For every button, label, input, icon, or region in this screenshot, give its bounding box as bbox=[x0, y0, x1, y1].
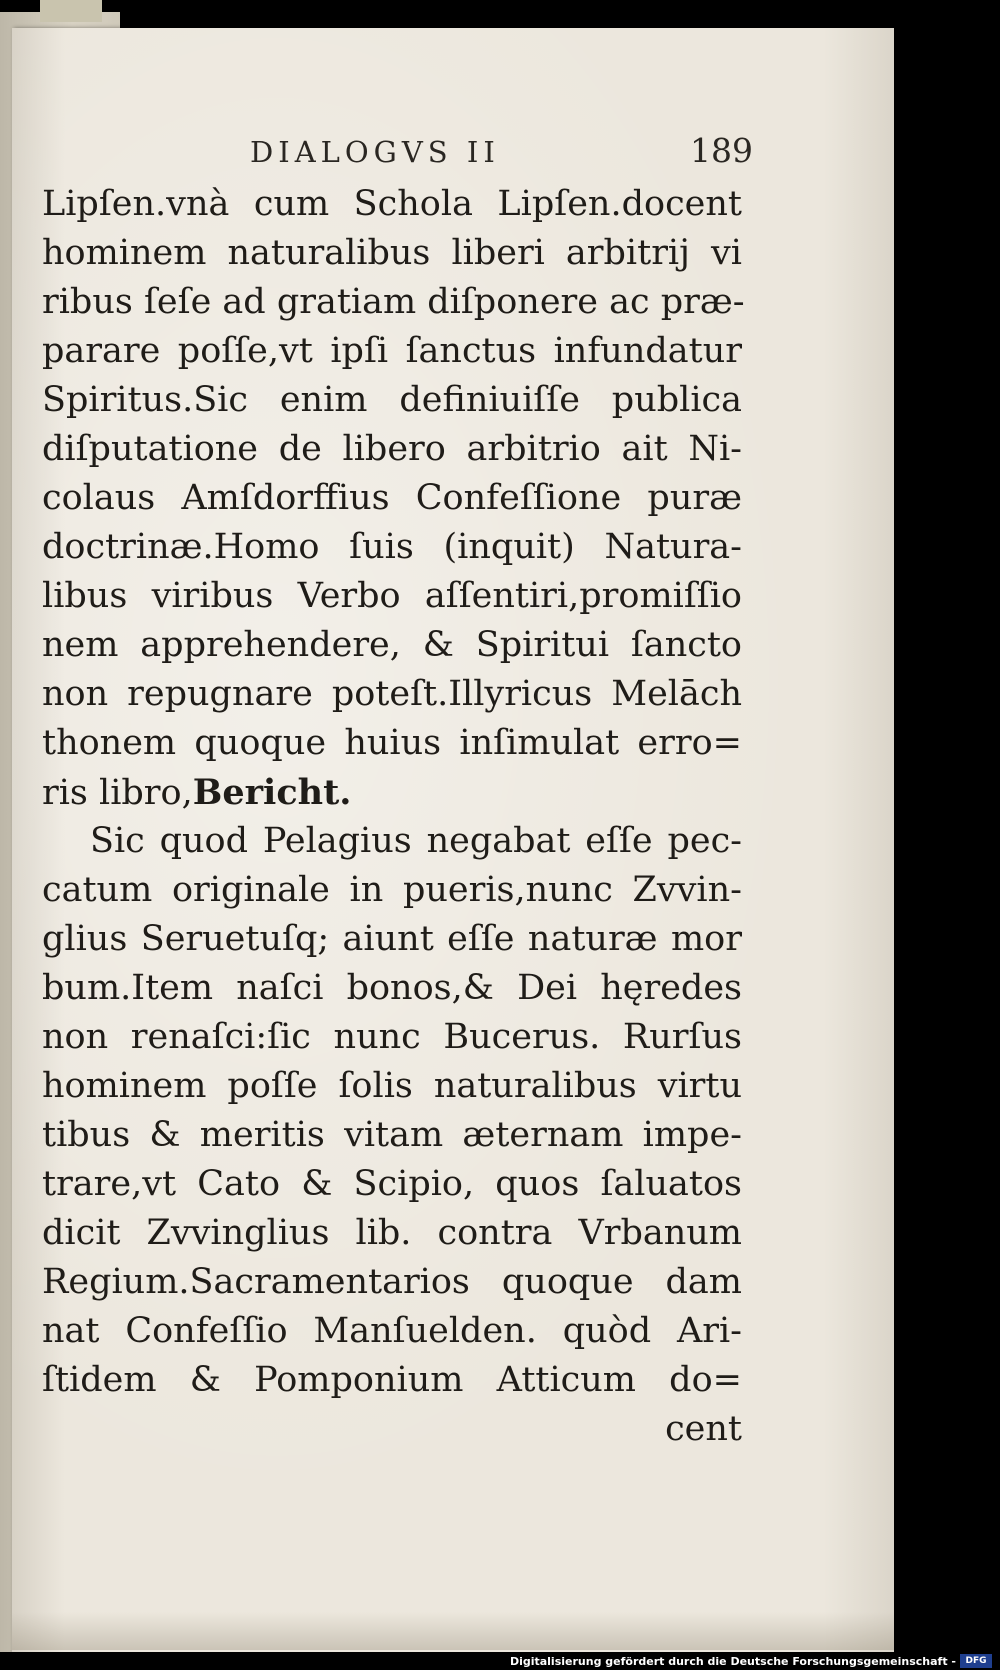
running-head-title: DIALOGVS II bbox=[250, 135, 500, 169]
dfg-logo: DFG bbox=[960, 1654, 992, 1668]
text-line: nat Confeſſio Manſuelden. quòd Ari- bbox=[42, 1311, 742, 1351]
funding-note: Digitalisierung gefördert durch die Deutsche Forschungsgemeinschaft - bbox=[509, 1655, 956, 1668]
text-line: non repugnare poteſt.Illyricus Melāch bbox=[42, 674, 742, 714]
page-bottom-shadow bbox=[12, 1612, 894, 1650]
text-line: ris libro,Bericht. bbox=[42, 772, 352, 813]
text-line: glius Seruetuſq; aiunt eſſe naturæ mor bbox=[42, 919, 742, 959]
running-head bbox=[250, 131, 753, 175]
paper-tab bbox=[40, 0, 102, 22]
text-line: hominem naturalibus liberi arbitrij vi bbox=[42, 233, 742, 273]
text-line: libus viribus Verbo aſſentiri,promiſſio bbox=[42, 576, 742, 616]
text-line: non renaſci:ſic nunc Bucerus. Rurſus bbox=[42, 1017, 742, 1057]
text-line: tibus & meritis vitam æternam impe- bbox=[42, 1115, 742, 1155]
body-text bbox=[42, 180, 745, 1454]
text-line: hominem poſſe ſolis naturalibus virtu bbox=[42, 1066, 742, 1106]
catchword: cent bbox=[665, 1409, 742, 1449]
page-number: 189 bbox=[690, 131, 753, 170]
text-line: ſtidem & Pomponium Atticum do= bbox=[42, 1360, 742, 1400]
text-line-paragraph-start: Sic quod Pelagius negabat eſſe pec- bbox=[90, 821, 742, 861]
blackletter-word: Bericht. bbox=[192, 772, 352, 813]
text-line: nem apprehendere, & Spiritui ſancto bbox=[42, 625, 742, 665]
text-line: catum originale in pueris,nunc Zvvin- bbox=[42, 870, 742, 910]
text-line: diſputatione de libero arbitrio ait Ni- bbox=[42, 429, 742, 469]
text-line: trare,vt Cato & Scipio, quos ſaluatos bbox=[42, 1164, 742, 1204]
text-line: colaus Amſdorffius Confeſſione puræ bbox=[42, 478, 742, 518]
text-line: dicit Zvvinglius lib. contra Vrbanum bbox=[42, 1213, 742, 1253]
text-line: ribus ſeſe ad gratiam diſponere ac præ- bbox=[42, 282, 745, 322]
text-line: bum.Item naſci bonos,& Dei hęredes bbox=[42, 968, 742, 1008]
text-line: doctrinæ.Homo ſuis (inquit) Natura- bbox=[42, 527, 742, 567]
text-line: Lipſen.vnà cum Schola Lipſen.docent bbox=[42, 184, 742, 224]
text-line: thonem quoque huius inſimulat erro= bbox=[42, 723, 742, 763]
text-line: Regium.Sacramentarios quoque dam bbox=[42, 1262, 742, 1302]
text-line: Spiritus.Sic enim definiuiſſe publica bbox=[42, 380, 742, 420]
text-line: parare poſſe,vt ipſi ſanctus infundatur bbox=[42, 331, 742, 371]
